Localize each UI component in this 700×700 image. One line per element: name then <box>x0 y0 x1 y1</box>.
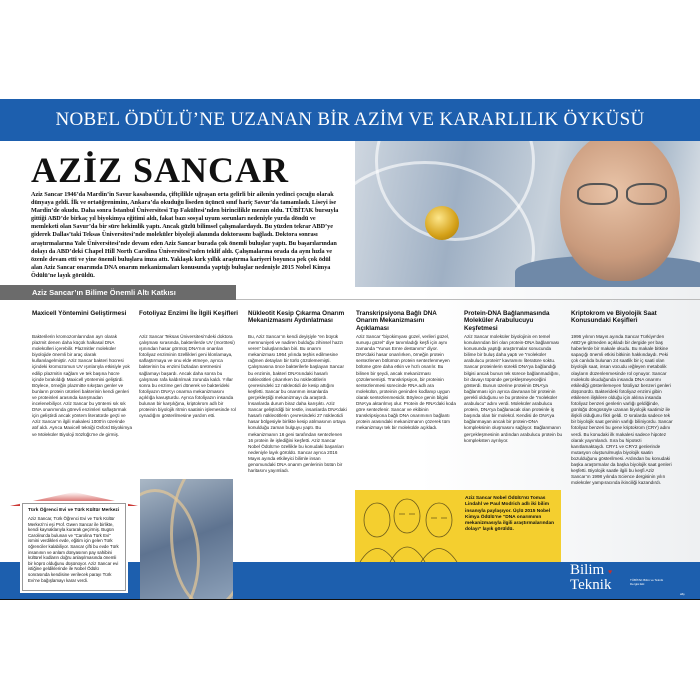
column-heading: Transkripsiyona Bağlı DNA Onarım Mekanizmasını Açıklaması <box>356 310 437 332</box>
contribution-column <box>464 310 564 444</box>
scientist-name: AZİZ SANCAR <box>31 150 290 190</box>
poster-header <box>0 99 700 141</box>
column-text: Aziz Sancar “biyokimyası güzel, verileri güzel, sunuşu güzel” diye tanımladığı keşfi için aynı zamanda “Yunus Emre destanımı” diyor. DNA’daki hasar onarılırken, örneğin protein sentezlenen bölümün protein sentezlenmeyen bölüme göre daha etkin ve hızlı onarılır. Bu bilinen bir şeydi, ancak mekanizması çözülememişti. Transkripsiyon, bir proteinin sentezlenmesi sürecinde RNA adlı ara molekülün, proteinin geninden kodlanıp uygun olarak sentezlenmesidir. Böylece genin bilgisi DNA’ya aktarılmış olur. Protein de RNA’daki koda göre sentezlenir. Sancar ve ekibinin transkripsiyona bağlı DNA onarımının bağlantı protein arasındaki mekanizmanın çözerek tüm mekanizmayı tek bir molekülde açıkladı. <box>356 334 456 431</box>
laureates-sketch-image <box>355 490 460 562</box>
contribution-column <box>571 310 675 486</box>
portrait-photo <box>355 141 700 287</box>
logo-line1: Bilim <box>570 562 605 578</box>
dna-helix-graphic <box>170 479 233 599</box>
info-box-text: Aziz Sancar, Türk Öğrenci Evi ve Türk Kültür Merkezi’ni eşi Prof. Gwen Sancar ile birlikte, kendi kaynaklarıyla kurarak geçirmiş. Bugün Carolina’da bulunan ve “Carolina Türk Evi” ismini verdikleri evde, eğitim için gelen Türk öğrenciler kalabiliyor. Sancar çifti bu evde Türk insanının ve anlam dünyasının pay sahibini kültürel kodların doğru anlaşılmasında önemli bir köprü olduğunu düşünüyor. Aziz Sancar evi istiğine geldiklerinde ile Nobel Ödülü sonrasında kendisine verilecek parayı Türk Evi’ne bağışlamayı karar verdi. <box>28 516 119 583</box>
column-text: Aziz Sancar Teksas Üniversitesi’ndeki doktora çalışması sırasında, bakterilerde UV (morötesi) ışınından hasar görmüş DNA’nın onarılan fotoliyaz enziminin özellikleri geni klonlamaya, saflaştırmaya ve onu elde etmeye, ayrıca bakterinin bu enzimi fazladan üretmesini sağlamayı başardı. Ancak daha sonra bu çalışması rafa kaldırılmak zorunda kaldı. Yıllar sonra bu enzime geri dönerek ve bakterideki fotoliyazın DNA’yı onarma mekanizmasını açıklığa kavuşturdu. Ayrıca fotoliyazın insanda bulunan bir karşılığına, kriptokrom adlı bir proteinin biyolojik ritmin saatinin işlemesinde rol oynadığını gösterilmesine yardım etti. <box>139 334 236 419</box>
column-heading: Protein-DNA Bağlanmasında Moleküler Arabulucuyu Keşfetmesi <box>464 310 550 332</box>
info-box-title: Türk Öğrenci Evi ve Türk Kültür Merkezi <box>28 508 120 513</box>
portrait-face <box>560 141 680 281</box>
column-heading: Kriptokrom ve Biyolojik Saat Konusundaki Keşifleri <box>571 310 657 325</box>
info-box <box>22 503 126 591</box>
column-text: Aziz Sancar moleküler biyolojinin en temel konularından biri olan protein-DNA bağlanması konusunda yaptığı araştırmalar sonucunda bilime bir buluş daha yaptı ve “moleküler arabulucu protein” kavramını literatüre soktu. Sancar proteinlerin sürekli DNA’ya bağlandığı bilgisi ancak bunun tek sürece bağlanmadığını, bir davayı tüpünde gerçekleşmeyeceğini gösterdi. Bunun üzerine proteinin DNA’ya bağlanması için ayrıca davranan bir proteinin gerekli olduğunu ve bu proteine de “moleküler arabulucu” adını verdi. Moleküler arabulucu protein, DNA’ya bağlanacak olan proteinle iş başında olan bir molekül. Kendisi de DNA’ya bağlanmayan ancak bir protein-DNA kompleksinin oluşmasını sağlıyor. Bağlanmanın gerçekleşmesinin ardından arabulucu protein bu kompleksten ayrılıyor. <box>464 334 563 443</box>
logo-line2: Teknik <box>570 577 612 593</box>
contribution-column <box>32 310 132 438</box>
section-divider <box>236 299 700 300</box>
biography-text: Aziz Sancar 1946’da Mardin’in Savur kasabasında, çiftçilikle uğraşan orta gelirli bir ailenin yedinci çocuğu olarak dünyaya geldi. İlk ve ortaöğreniminı, Ankara’da okuduğu liseden üçüncü sınıf hariç Savur’da tamamladı. Liseyi ise Mardin’de okudu. Daha sonra İstanbul Üniversitesi Tıp Fakültesi’nden birincilikle mezun oldu. TÜBİTAK bursuyla gittiği ABD’de birkaç yıl biyokimya eğitimi aldı, fakat bazı sosyal uyum sorunları nedeniyle yurda döndü ve memleketi olan Savur’da bir süre hekimlik yaptı. Ancak güzlü bilimsel çalışmalardaydı. Bu yüzden tekrar ABD’ye giderek Dallas’taki Teksas Üniversitesi’nde moleküler biyoloji alanında doktorasını bağladı. Doktora sonrası araştırmalarına Yale Üniversitesi’nde devam eden Aziz Sancar burada çok önemli buluşlar yaptı. Bu başarılarından dolayı da ABD’deki Chapel Hill North Carolina Üniversitesi’nden teklif aldı. Çalışmalarına orada da aynı hızla ve özenle devam etti ve yine önemli buluşlara imza attı. Yaklaşık kırk yıllık araştırma kariyeri boyunca pek çok ödül alan Aziz Sancar onarımda DNA onarım mekanizmaları konusunda yaptığı buluşlar nedeniyle 2015 Nobel Kimya Ödülü’ne layık görüldü. <box>31 191 339 279</box>
publisher-info: TÜBİTAK Bilim ve Teknik Dergisi Eki <box>630 578 664 586</box>
heart-icon: ♥ <box>607 568 613 576</box>
column-heading: Fotoliyaz Enzimi İle İlgili Keşifleri <box>139 310 239 317</box>
contribution-column <box>248 310 348 474</box>
dna-image <box>140 479 233 599</box>
column-text: Bu, Aziz Sancar’ın kendi deyişiyle “en büyük memnuniyeti ve nadiren bulduğu zihinsel hazzı veren” buluşlarından biri. Bu onarım mekanizması 1964 yılında teşhis edilmesine rağmen detayları bir türlü çözülememişti. Çalışmasına önce bakterilerle başlayan Sancar bu enzimin, bakteri DNA’sındaki hasarlı nükleotitleri çıkarırken bu nükleotitlerin çevresindeki 12 nükleotidi de kesip attığını keşfetti. Sancar bu onarımın insanlarda gerçekleştiği mekanizmayı da araştırdı. İnsanlarda durum biraz daha karışıktı. Aziz Sancar geliştirdiği bir testle, insanlarda DNA’daki hasarlı nükleotitlerin çevresindeki 27 nükleotidi hasar bölgesiyle birlikte kesip atılmasının ortaya konulduğu zaman bulguyu yaptı. Bu mekanizmanın 16 geni tarafından sentezlenen 16 protein ile işlediğini keşfetti. Aziz Sancar Nobel Ödülü’ne özellikle bu konudaki başarıları nedeniyle layık görüldü. Sancar ayrıca 2016 Mayıs ayında etkileyici bilimle insan genomundaki DNA onarım genlerinin bütün bir haritasını yayımladı. <box>248 334 347 474</box>
contribution-column <box>139 310 239 419</box>
column-heading: Maxicell Yöntemini Geliştirmesi <box>32 310 127 317</box>
bilim-teknik-logo <box>570 564 612 592</box>
poster <box>0 99 700 600</box>
column-text: Bakterilerin kromozomlarından ayrı olarak plazmit denen daha küçük halkasal DNA molekülleri içerebilir. Plazmitler moleküler biyolojide önemli bir araç olarak kullanılagelmiştir. Aziz Sancar bakteri hücresi içindeki kromozomun UV ışınlarıyla etkisiyle yok edilip plazmitin sağlam ve tek başına hücre içinde bırakıldığı Maxicell yöntemini geliştirdi. Böylece, örneğin plazmitte sıkıştan genler ve bunların protein ürünleri bakterinin kendi genleri ve proteinleri arasında karışmadan incelenebiliyor. Aziz Sancar bu yöntemi sık sık DNA onarımında görevli enzimleri saflaştırmak için geliştirdi ancak yöntem literatürde geçti ve Aziz Sancar’ın ilgili makalesi 1000’in üzerinde atıf aldı. Ayrıca Maxicell tekniği Oxford Biyokimya ve Moleküler Biyoloji Sözlüğü’ne de girmiş. <box>32 334 132 437</box>
nobel-medal-image <box>425 206 459 240</box>
caption-text: Aziz Sancar Nobel Ödülü’nü Tomas Lindahl ve Paul Modrich adlı iki bilim insanıyla paylaşıyor. Üçlü 2015 Nobel Kimya Ödülü’ne “DNA onarımının mekanizmasıyla ilgili araştırmalarından dolayı” layık görüldü. <box>465 496 555 533</box>
nobel-laureates-caption <box>355 490 561 562</box>
poster-title: NOBEL ÖDÜLÜ’NE UZANAN BİR AZİM VE KARARLILIK ÖYKÜSÜ <box>55 109 645 130</box>
section-tab: Aziz Sancar’ın Bilime Önemli Altı Katkısı <box>0 285 236 300</box>
glasses-graphic <box>577 183 667 205</box>
column-heading: Nükleotit Kesip Çıkarma Onarım Mekanizmasını Aydınlatması <box>248 310 345 325</box>
contribution-column <box>356 310 456 432</box>
column-text: 1996 yılının Mayıs ayında Sancar Türkiye’den ABD’ye gitmeden açıkladı bir dergide yer baş haberlerde bir makale okudu. Bu makale bitkine sapaçığı önemli etkisi bitkinin hakkındaydı. Peki çok canlıda bulunan 24 saatlik bir iç saati olan biyolojik saat, insan vücudu ıeğleyen metabolik olayların düzenlenmesinde rol oynuyor. Sancar molekülü okuduğunda insanda DNA onarımı etkilediği gösterilemeyen fotoliyaz benzeri genleri düşünürdü. Bakterideki fotoliyaz enzimi gibin etkilenen ilişkilere olduğu için aklına insanda fotoliyaz benzeri genlerin varlığı geldiğinde, günlüğü döngüsüyle uzanan biyolojik saatimiz ile ilişkili olduğunu fikri geldi. O sıralarda sadece tek bir biyolojik saat geninin varlığı biliniyordu. Sancar fotoliyaz benzeri bu gene kriptokrom (CRY) adını verdi. Bu konudaki ilk makalesi sadece hipotez olarak yayımlandı. Sıra bu hipotezi kanıtlamaktaydı. CRY1 ve CRY2 genlerinde mutasyon oluşturulmuşla biyolojik saatin bozulduğunu gösterilmesi. Ardından bu konudaki başka araştırmalar da başka biyolojik saat genleri keşfetti. Biyolojik saatle ilgili bu keşfi Aziz Sancar’ın 1998 yılında Science dergisinin yılın moleküler yampıracında ikinciliği kazandırdı. <box>571 334 673 486</box>
poster-code: afiş <box>680 592 685 596</box>
